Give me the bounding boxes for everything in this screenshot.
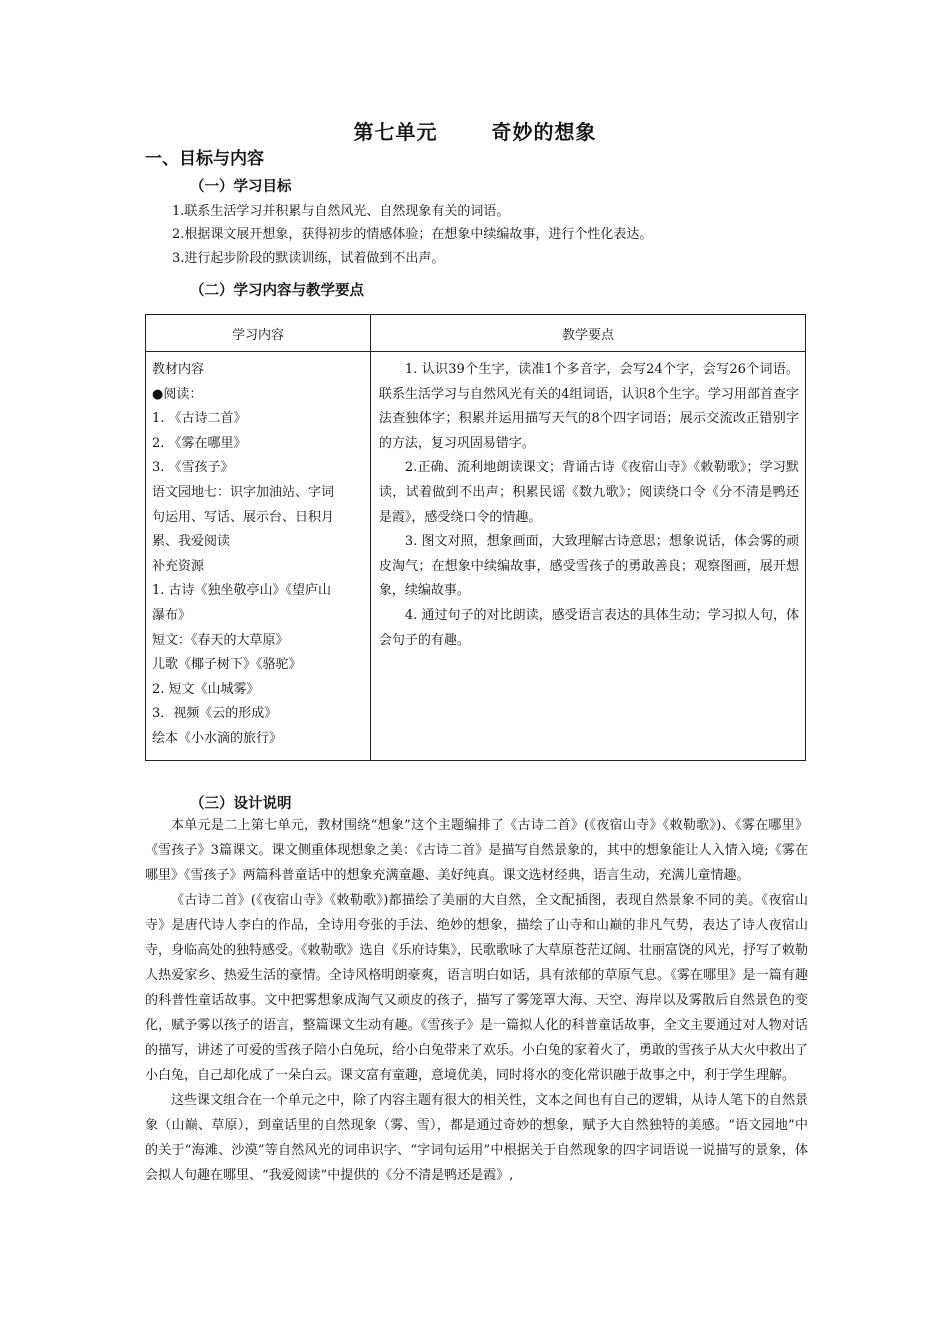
goal-item-1: 1.联系生活学习并积累与自然风光、自然现象有关的词语。: [172, 204, 510, 219]
content-line: 2. 《雾在哪里》: [152, 435, 247, 451]
unit-theme: 奇妙的想象: [491, 120, 597, 144]
goal-item-2: 2.根据课文展开想象，获得初步的情感体验；在想象中续编故事，进行个性化表达。: [172, 227, 653, 242]
content-line: 教材内容: [152, 362, 205, 377]
content-line: 句运用、写话、展示台、日积月: [152, 509, 335, 525]
content-line: 累、我爱阅读: [152, 534, 231, 550]
section1-heading: 一、目标与内容: [145, 149, 264, 169]
design-heading: （三）设计说明: [190, 796, 292, 812]
content-table: [145, 314, 806, 761]
design-body: [145, 813, 808, 1188]
points-cell: [370, 352, 805, 761]
table-header-row: [146, 315, 806, 352]
content-line: 绘本《小水滴的旅行》: [152, 730, 283, 746]
goal-item-3: 3.进行起步阶段的默读训练，试着做到不出声。: [172, 251, 445, 266]
content-line: 3．视频《云的形成》: [152, 706, 278, 722]
point-paragraph: 1. 认识39个生字，读准1个多音字，会写24个字，会写26个词语。联系生活学习与自然风光有关的4组词语，认识8个生字。学习用部首查字法查独体字；积累并运用描写天气的8个四字词语；展示交流改正错别字的方法，复习巩固易错字。: [378, 362, 799, 451]
content-line: 2. 短文《山城雾》: [152, 681, 260, 697]
point-paragraph: 3. 图文对照，想象画面，大致理解古诗意思；想象说话，体会雾的顽皮淘气；在想象中续编故事，感受雪孩子的勇敢善良；观察图画，展开想象，续编故事。: [378, 534, 799, 599]
content-line: 1. 古诗《独坐敬亭山》《望庐山: [152, 583, 332, 599]
content-line: 短文：《春天的大草原》: [152, 632, 289, 648]
design-paragraph: 这些课文组合在一个单元之中，除了内容主题有很大的相关性，文本之间也有自己的逻辑，从诗人笔下的自然景象（山巅、草原），到童话里的自然现象（雾、雪），都是通过奇妙的想象，赋予大自然独特的美感。“语文园地”中的关于“海滩、沙漠”等自然风光的词串识字、“字词句运用”中根据关于自然现象的四字词语说一说描写的景象，体会拟人句趣在哪里、“我爱阅读”中提供的《分不清是鸭还是霞》,: [145, 1093, 809, 1183]
content-heading: （二）学习内容与教学要点: [190, 283, 364, 299]
content-line: 语文园地七：识字加油站、字词: [152, 484, 335, 500]
page-title: [0, 116, 950, 145]
content-cell: [146, 352, 371, 761]
unit-label: 第七单元: [353, 120, 438, 144]
col-header-content: 学习内容: [146, 315, 371, 352]
point-paragraph: 4. 通过句子的对比朗读，感受语言表达的具体生动；学习拟人句，体会句子的有趣。: [378, 607, 799, 648]
point-paragraph: 2.正确、流利地朗读课文；背诵古诗《夜宿山寺》《敕勒歌》；学习默读，试着做到不出声；积累民谣《数九歌》；阅读绕口令《分不清是鸭还是霞》，感受绕口令的情趣。: [378, 460, 799, 525]
content-line: 补充资源: [152, 558, 205, 574]
content-line: 3. 《雪孩子》: [152, 460, 234, 476]
content-line: 1. 《古诗二首》: [152, 411, 247, 427]
content-line: 瀑布》: [152, 607, 192, 623]
goals-heading: （一）学习目标: [190, 179, 292, 195]
content-line: ●阅读：: [152, 386, 203, 402]
table-body-row: [146, 352, 806, 761]
col-header-points: 教学要点: [370, 315, 805, 352]
content-line: 儿歌《椰子树下》《骆驼》: [152, 657, 302, 673]
design-paragraph: 本单元是二上第七单元，教材围绕“想象”这个主题编排了《古诗二首》(《夜宿山寺》《敕勒歌》)、《雾在哪里》《雪孩子》3篇课文。课文侧重体现想象之美：《古诗二首》是描写自然景象的，其中的想象能让人入情入境;《雾在哪里》《雪孩子》两篇科普童话中的想象充满童趣、美好纯真。课文选材经典，语言生动，充满儿童情趣。: [145, 818, 808, 883]
design-paragraph: 《古诗二首》(《夜宿山寺》《敕勒歌》)都描绘了美丽的大自然，全文配插图，表现自然景象不同的美。《夜宿山寺》是唐代诗人李白的作品，全诗用夸张的手法、绝妙的想象，描绘了山寺和山巅的非凡气势，表达了诗人夜宿山寺，身临高处的独特感受。《敕勒歌》选自《乐府诗集》，民歌歌咏了大草原苍茫辽阔、壮丽富饶的风光，抒写了敕勒人热爱家乡、热爱生活的豪情。全诗风格明朗豪爽，语言明白如话，具有浓郁的草原气息。《雾在哪里》是一篇有趣的科普性童话故事。文中把雾想象成淘气又顽皮的孩子，描写了雾笼罩大海、天空、海岸以及雾散后自然景色的变化，赋予雾以孩子的语言，整篇课文生动有趣。《雪孩子》是一篇拟人化的科普童话故事，全文主要通过对人物对话的描写，讲述了可爱的雪孩子陪小白兔玩，给小白兔带来了欢乐。小白兔的家着火了，勇敢的雪孩子从大火中救出了小白兔，自己却化成了一朵白云。课文富有童趣，意境优美，同时将水的变化常识融于故事之中，利于学生理解。: [145, 893, 809, 1083]
